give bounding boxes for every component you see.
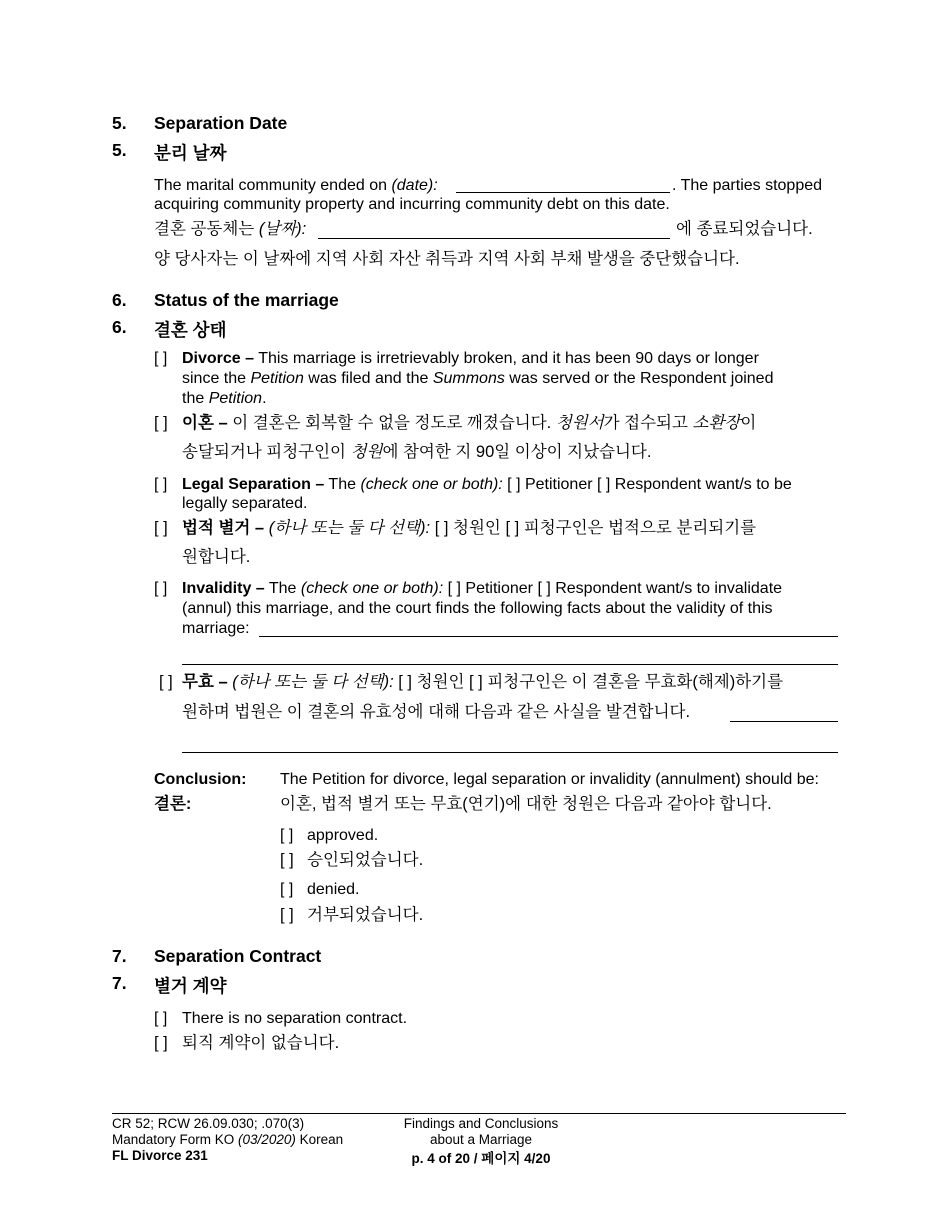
legal-separation-checkbox-ko[interactable]: [ ] xyxy=(154,519,168,537)
footer-divider xyxy=(112,1113,846,1114)
invalidity-text-en-2: (annul) this marriage, and the court finds the following facts about the validity of this xyxy=(182,600,773,617)
separation-date-sentence-en: The marital community ended on (date): xyxy=(154,177,438,194)
divorce-text-ko-2: 송달되거나 피청구인이 청원에 참여한 지 90일 이상이 지났습니다. xyxy=(182,443,652,461)
section-6-number: 6. xyxy=(112,290,127,310)
conclusion-label-ko: 결론: xyxy=(154,795,192,813)
divorce-text-ko-1: 이혼 – 이 결혼은 회복할 수 없을 정도로 깨졌습니다. 청원서가 접수되고 소환장이 xyxy=(182,414,757,432)
legal-separation-text-en-1: Legal Separation – The (check one or both): [ ] Petitioner [ ] Respondent want/s to be xyxy=(182,476,792,493)
denied-label: denied. xyxy=(307,881,360,898)
approved-label-ko: 승인되었습니다. xyxy=(307,851,424,869)
footer-title-2: about a Marriage xyxy=(429,1132,533,1147)
footer-form-info: Mandatory Form KO (03/2020) Korean xyxy=(112,1132,344,1147)
legal-separation-checkbox[interactable]: [ ] xyxy=(154,476,168,493)
denied-label-ko: 거부되었습니다. xyxy=(307,906,424,924)
no-contract-checkbox[interactable]: [ ] xyxy=(154,1010,168,1027)
section-6-number-ko: 6. xyxy=(112,317,127,337)
no-contract-checkbox-ko[interactable]: [ ] xyxy=(154,1034,168,1052)
invalidity-facts-field-2[interactable] xyxy=(182,664,838,665)
conclusion-label-en: Conclusion: xyxy=(154,771,247,788)
separation-date-sentence-ko-2: 양 당사자는 이 날짜에 지역 사회 자산 취득과 지역 사회 부채 발생을 중단했습니다. xyxy=(154,250,740,268)
section-5-number: 5. xyxy=(112,113,127,133)
separation-date-field-en[interactable] xyxy=(456,192,670,193)
footer-title-1: Findings and Conclusions xyxy=(403,1116,559,1131)
section-5-title-en: Separation Date xyxy=(154,113,288,133)
invalidity-facts-field-ko-1[interactable] xyxy=(730,721,838,722)
invalidity-checkbox-ko[interactable]: [ ] xyxy=(159,673,173,691)
footer-citation: CR 52; RCW 26.09.030; .070(3) xyxy=(112,1116,305,1131)
section-7-title-ko: 별거 계약 xyxy=(154,976,227,996)
invalidity-facts-field-ko-2[interactable] xyxy=(182,752,838,753)
separation-date-sentence-en-end: . The parties stopped xyxy=(672,177,823,194)
approved-checkbox[interactable]: [ ] xyxy=(280,827,294,844)
section-5-title-ko: 분리 날짜 xyxy=(154,143,227,163)
footer-form-id: FL Divorce 231 xyxy=(112,1148,208,1163)
section-7-number: 7. xyxy=(112,946,127,966)
conclusion-text-ko: 이혼, 법적 별거 또는 무효(연기)에 대한 청원은 다음과 같아야 합니다. xyxy=(280,795,772,813)
divorce-text-en-1: Divorce – This marriage is irretrievably broken, and it has been 90 days or longer xyxy=(182,350,759,367)
denied-checkbox-ko[interactable]: [ ] xyxy=(280,906,294,924)
approved-checkbox-ko[interactable]: [ ] xyxy=(280,851,294,869)
divorce-checkbox-ko[interactable]: [ ] xyxy=(154,414,168,432)
invalidity-text-ko-1: 무효 – (하나 또는 둘 다 선택): [ ] 청원인 [ ] 피청구인은 이 결혼을 무효화(해제)하기를 xyxy=(182,673,784,691)
divorce-checkbox[interactable]: [ ] xyxy=(154,350,168,367)
approved-label: approved. xyxy=(307,827,379,844)
invalidity-facts-field-1[interactable] xyxy=(259,636,838,637)
legal-separation-text-ko-1: 법적 별거 – (하나 또는 둘 다 선택): [ ] 청원인 [ ] 피청구인은 법적으로 분리되기를 xyxy=(182,519,757,537)
invalidity-checkbox[interactable]: [ ] xyxy=(154,580,168,597)
separation-date-sentence-ko-end: 에 종료되었습니다. xyxy=(676,220,813,238)
divorce-text-en-2: since the Petition was filed and the Summons was served or the Respondent joined xyxy=(182,370,774,387)
separation-date-field-ko[interactable] xyxy=(318,238,670,239)
no-contract-text-ko: 퇴직 계약이 없습니다. xyxy=(182,1034,340,1052)
invalidity-text-en-3: marriage: xyxy=(182,620,250,637)
section-7-number-ko: 7. xyxy=(112,973,127,993)
section-7-title-en: Separation Contract xyxy=(154,946,322,966)
invalidity-text-en-1: Invalidity – The (check one or both): [ ] Petitioner [ ] Respondent want/s to invalidate xyxy=(182,580,783,597)
invalidity-text-ko-2: 원하며 법원은 이 결혼의 유효성에 대해 다음과 같은 사실을 발견합니다. xyxy=(182,703,691,721)
page-number: p. 4 of 20 / 페이지 4/20 xyxy=(411,1151,551,1166)
legal-separation-text-ko-2: 원합니다. xyxy=(182,548,251,566)
section-6-title-ko: 결혼 상태 xyxy=(154,320,227,340)
divorce-text-en-3: the Petition. xyxy=(182,390,267,407)
denied-checkbox[interactable]: [ ] xyxy=(280,881,294,898)
separation-date-sentence-ko: 결혼 공동체는 (날짜): xyxy=(154,220,307,238)
section-6-title-en: Status of the marriage xyxy=(154,290,339,310)
legal-separation-text-en-2: legally separated. xyxy=(182,495,308,512)
conclusion-text-en: The Petition for divorce, legal separation or invalidity (annulment) should be: xyxy=(280,771,819,788)
no-contract-text-en: There is no separation contract. xyxy=(182,1010,408,1027)
section-5-number-ko: 5. xyxy=(112,140,127,160)
separation-date-sentence-en-2: acquiring community property and incurring community debt on this date. xyxy=(154,196,670,213)
